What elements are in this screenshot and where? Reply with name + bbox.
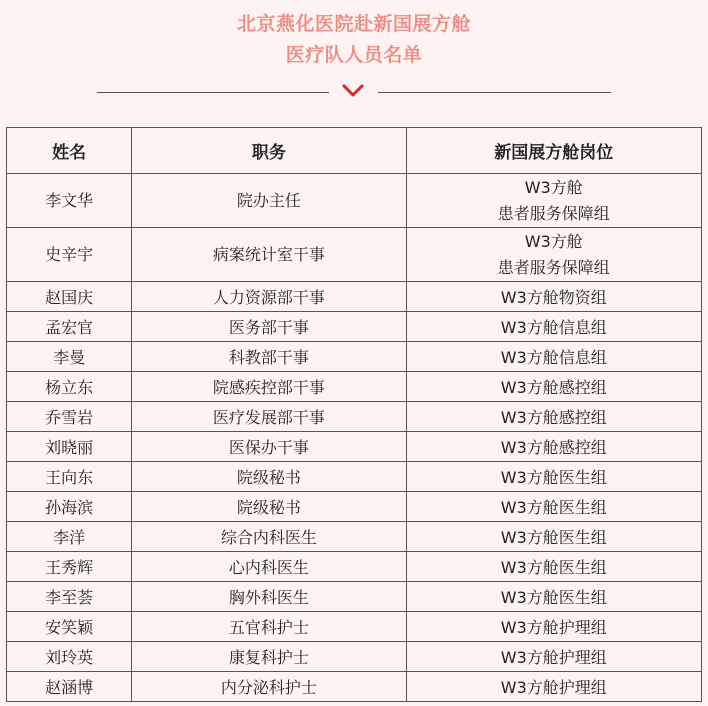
- cell-title: 医保办干事: [132, 432, 406, 462]
- table-row: [7, 228, 702, 282]
- cell-post: W3方舱医生组: [406, 582, 701, 612]
- cell-name: 王秀辉: [7, 552, 132, 582]
- cell-post-line: W3方舱: [524, 177, 583, 197]
- cell-title: 五官科护士: [132, 612, 406, 642]
- cell-post: W3方舱医生组: [406, 552, 701, 582]
- cell-name: 李至荟: [7, 582, 132, 612]
- divider-line-left: [97, 92, 329, 93]
- cell-title: 病案统计室干事: [132, 228, 406, 282]
- cell-name: 李文华: [7, 174, 132, 228]
- page-title: 北京燕化医院赴新国展方舱: [236, 13, 471, 35]
- table-row: [7, 282, 702, 312]
- cell-title: 内分泌科护士: [132, 672, 406, 702]
- table-row: [7, 582, 702, 612]
- cell-name: 孙海滨: [7, 492, 132, 522]
- table-row: [7, 462, 702, 492]
- cell-post: W3方舱医生组: [406, 492, 701, 522]
- column-header-name: 姓名: [7, 128, 132, 174]
- cell-name: 刘玲英: [7, 642, 132, 672]
- cell-post: W3方舱护理组: [406, 642, 701, 672]
- cell-name: 乔雪岩: [7, 402, 132, 432]
- cell-name: 孟宏官: [7, 312, 132, 342]
- cell-title: 院级秘书: [132, 492, 406, 522]
- cell-title: 院感疾控部干事: [132, 372, 406, 402]
- table-row: [7, 342, 702, 372]
- column-header-post: 新国展方舱岗位: [406, 128, 701, 174]
- cell-post: W3方舱物资组: [406, 282, 701, 312]
- cell-name: 杨立东: [7, 372, 132, 402]
- cell-title: 医务部干事: [132, 312, 406, 342]
- cell-post: [406, 228, 701, 282]
- table-header-row: [7, 128, 702, 174]
- cell-title: 院办主任: [132, 174, 406, 228]
- table-row: [7, 432, 702, 462]
- cell-title: 康复科护士: [132, 642, 406, 672]
- chevron-down-icon: [342, 84, 364, 98]
- cell-name: 赵国庆: [7, 282, 132, 312]
- table-row: [7, 672, 702, 702]
- table-row: [7, 642, 702, 672]
- cell-post: W3方舱医生组: [406, 522, 701, 552]
- table-row: [7, 372, 702, 402]
- roster-table: [6, 127, 702, 702]
- table-row: [7, 552, 702, 582]
- column-header-title: 职务: [132, 128, 406, 174]
- cell-post: W3方舱感控组: [406, 372, 701, 402]
- cell-name: 李洋: [7, 522, 132, 552]
- cell-title: 胸外科医生: [132, 582, 406, 612]
- cell-post: W3方舱感控组: [406, 432, 701, 462]
- cell-title: 心内科医生: [132, 552, 406, 582]
- page-subtitle: 医疗队人员名单: [285, 44, 423, 66]
- cell-post: W3方舱感控组: [406, 402, 701, 432]
- table-row: [7, 522, 702, 552]
- cell-post: W3方舱信息组: [406, 342, 701, 372]
- cell-post-line: 患者服务保障组: [497, 203, 610, 223]
- table-row: [7, 174, 702, 228]
- cell-post: W3方舱医生组: [406, 462, 701, 492]
- cell-post: W3方舱护理组: [406, 612, 701, 642]
- table-row: [7, 492, 702, 522]
- divider-line-right: [378, 92, 611, 93]
- table-row: [7, 402, 702, 432]
- cell-name: 刘晓丽: [7, 432, 132, 462]
- cell-post: W3方舱护理组: [406, 672, 701, 702]
- cell-name: 李曼: [7, 342, 132, 372]
- cell-name: 赵涵博: [7, 672, 132, 702]
- cell-title: 院级秘书: [132, 462, 406, 492]
- cell-name: 史辛宇: [7, 228, 132, 282]
- cell-title: 科教部干事: [132, 342, 406, 372]
- cell-post: [406, 174, 701, 228]
- cell-title: 人力资源部干事: [132, 282, 406, 312]
- cell-post-line: W3方舱: [524, 231, 583, 251]
- cell-name: 安笑颖: [7, 612, 132, 642]
- table-row: [7, 612, 702, 642]
- cell-title: 医疗发展部干事: [132, 402, 406, 432]
- cell-post-line: 患者服务保障组: [497, 257, 610, 277]
- table-row: [7, 312, 702, 342]
- cell-name: 王向东: [7, 462, 132, 492]
- cell-post: W3方舱信息组: [406, 312, 701, 342]
- cell-title: 综合内科医生: [132, 522, 406, 552]
